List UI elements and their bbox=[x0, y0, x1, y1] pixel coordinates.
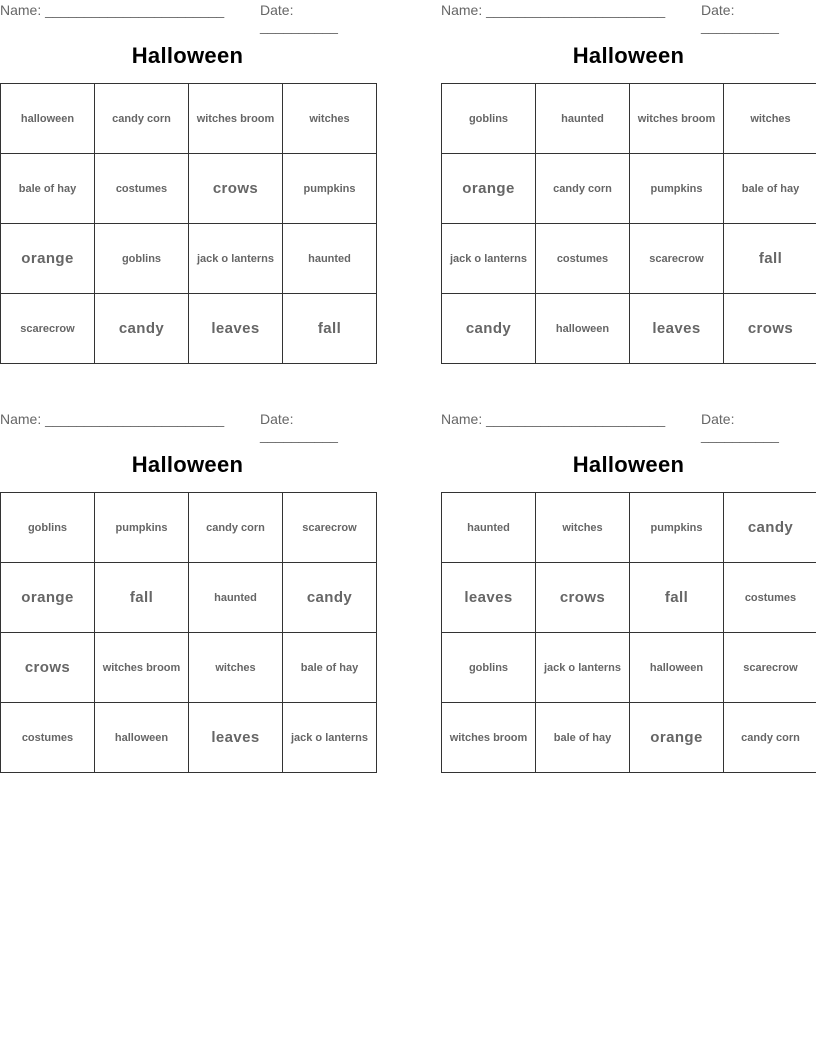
grid-row bbox=[442, 563, 816, 633]
grid-row bbox=[1, 633, 377, 703]
grid-row bbox=[1, 563, 377, 633]
grid-cell: costumes bbox=[724, 563, 816, 633]
grid-cell: crows bbox=[724, 294, 816, 364]
grid-cell: goblins bbox=[442, 633, 536, 703]
grid-cell: fall bbox=[95, 563, 189, 633]
date-field-label: Date: __________ bbox=[701, 2, 779, 34]
bingo-grid bbox=[441, 83, 816, 364]
grid-cell: candy bbox=[95, 294, 189, 364]
bingo-grid bbox=[441, 492, 816, 773]
grid-cell: orange bbox=[1, 563, 95, 633]
grid-cell: leaves bbox=[189, 703, 283, 773]
grid-cell: jack o lanterns bbox=[536, 633, 630, 703]
grid-cell: pumpkins bbox=[630, 493, 724, 563]
grid-cell: goblins bbox=[95, 224, 189, 294]
card-title: Halloween bbox=[131, 43, 244, 68]
grid-cell: scarecrow bbox=[283, 493, 377, 563]
grid-cell: haunted bbox=[442, 493, 536, 563]
grid-row bbox=[442, 84, 816, 154]
name-field-label: Name: _______________________ bbox=[441, 411, 666, 427]
grid-cell: jack o lanterns bbox=[189, 224, 283, 294]
grid-row bbox=[442, 224, 816, 294]
grid-cell: witches bbox=[283, 84, 377, 154]
grid-row bbox=[442, 154, 816, 224]
name-field-label: Name: _______________________ bbox=[0, 2, 225, 18]
grid-cell: candy corn bbox=[95, 84, 189, 154]
grid-cell: haunted bbox=[283, 224, 377, 294]
grid-cell: orange bbox=[442, 154, 536, 224]
grid-cell: halloween bbox=[630, 633, 724, 703]
grid-cell: witches bbox=[189, 633, 283, 703]
grid-cell: jack o lanterns bbox=[442, 224, 536, 294]
grid-cell: bale of hay bbox=[283, 633, 377, 703]
grid-cell: witches broom bbox=[630, 84, 724, 154]
bingo-card-4 bbox=[441, 409, 816, 746]
name-field-label: Name: _______________________ bbox=[0, 411, 225, 427]
grid-cell: witches bbox=[536, 493, 630, 563]
grid-cell: goblins bbox=[442, 84, 536, 154]
grid-cell: crows bbox=[1, 633, 95, 703]
grid-cell: candy bbox=[442, 294, 536, 364]
grid-row bbox=[1, 294, 377, 364]
grid-cell: fall bbox=[283, 294, 377, 364]
grid-cell: halloween bbox=[95, 703, 189, 773]
grid-cell: candy corn bbox=[724, 703, 816, 773]
grid-cell: crows bbox=[189, 154, 283, 224]
grid-cell: jack o lanterns bbox=[283, 703, 377, 773]
grid-cell: costumes bbox=[536, 224, 630, 294]
bingo-card-2 bbox=[441, 0, 816, 337]
card-header bbox=[0, 0, 375, 34]
grid-cell: haunted bbox=[189, 563, 283, 633]
grid-cell: fall bbox=[630, 563, 724, 633]
card-header bbox=[441, 0, 816, 34]
bingo-card-3 bbox=[0, 409, 375, 746]
grid-cell: candy bbox=[283, 563, 377, 633]
grid-cell: leaves bbox=[442, 563, 536, 633]
grid-cell: haunted bbox=[536, 84, 630, 154]
bingo-grid bbox=[0, 492, 377, 773]
grid-cell: witches broom bbox=[189, 84, 283, 154]
grid-cell: halloween bbox=[1, 84, 95, 154]
grid-row bbox=[1, 154, 377, 224]
grid-cell: bale of hay bbox=[536, 703, 630, 773]
grid-cell: pumpkins bbox=[95, 493, 189, 563]
grid-cell: witches broom bbox=[442, 703, 536, 773]
grid-cell: witches broom bbox=[95, 633, 189, 703]
grid-cell: scarecrow bbox=[724, 633, 816, 703]
card-title: Halloween bbox=[572, 452, 685, 477]
grid-cell: witches bbox=[724, 84, 816, 154]
grid-cell: bale of hay bbox=[1, 154, 95, 224]
grid-cell: pumpkins bbox=[630, 154, 724, 224]
card-title: Halloween bbox=[572, 43, 685, 68]
grid-cell: fall bbox=[724, 224, 816, 294]
grid-cell: scarecrow bbox=[1, 294, 95, 364]
grid-cell: crows bbox=[536, 563, 630, 633]
name-field-label: Name: _______________________ bbox=[441, 2, 666, 18]
grid-cell: leaves bbox=[189, 294, 283, 364]
bingo-card-1 bbox=[0, 0, 375, 337]
grid-cell: candy corn bbox=[189, 493, 283, 563]
grid-row bbox=[1, 703, 377, 773]
grid-cell: costumes bbox=[95, 154, 189, 224]
grid-cell: candy corn bbox=[536, 154, 630, 224]
grid-row bbox=[442, 493, 816, 563]
grid-cell: candy bbox=[724, 493, 816, 563]
card-header bbox=[441, 409, 816, 443]
grid-row bbox=[1, 224, 377, 294]
grid-row bbox=[1, 493, 377, 563]
grid-cell: halloween bbox=[536, 294, 630, 364]
grid-cell: pumpkins bbox=[283, 154, 377, 224]
date-field-label: Date: __________ bbox=[260, 2, 338, 34]
card-header bbox=[0, 409, 375, 443]
grid-cell: orange bbox=[1, 224, 95, 294]
grid-row bbox=[442, 294, 816, 364]
grid-row bbox=[442, 703, 816, 773]
grid-row bbox=[442, 633, 816, 703]
date-field-label: Date: __________ bbox=[701, 411, 779, 443]
grid-cell: goblins bbox=[1, 493, 95, 563]
card-title: Halloween bbox=[131, 452, 244, 477]
grid-cell: leaves bbox=[630, 294, 724, 364]
grid-cell: bale of hay bbox=[724, 154, 816, 224]
grid-cell: scarecrow bbox=[630, 224, 724, 294]
grid-cell: costumes bbox=[1, 703, 95, 773]
bingo-grid bbox=[0, 83, 377, 364]
date-field-label: Date: __________ bbox=[260, 411, 338, 443]
grid-row bbox=[1, 84, 377, 154]
grid-cell: orange bbox=[630, 703, 724, 773]
